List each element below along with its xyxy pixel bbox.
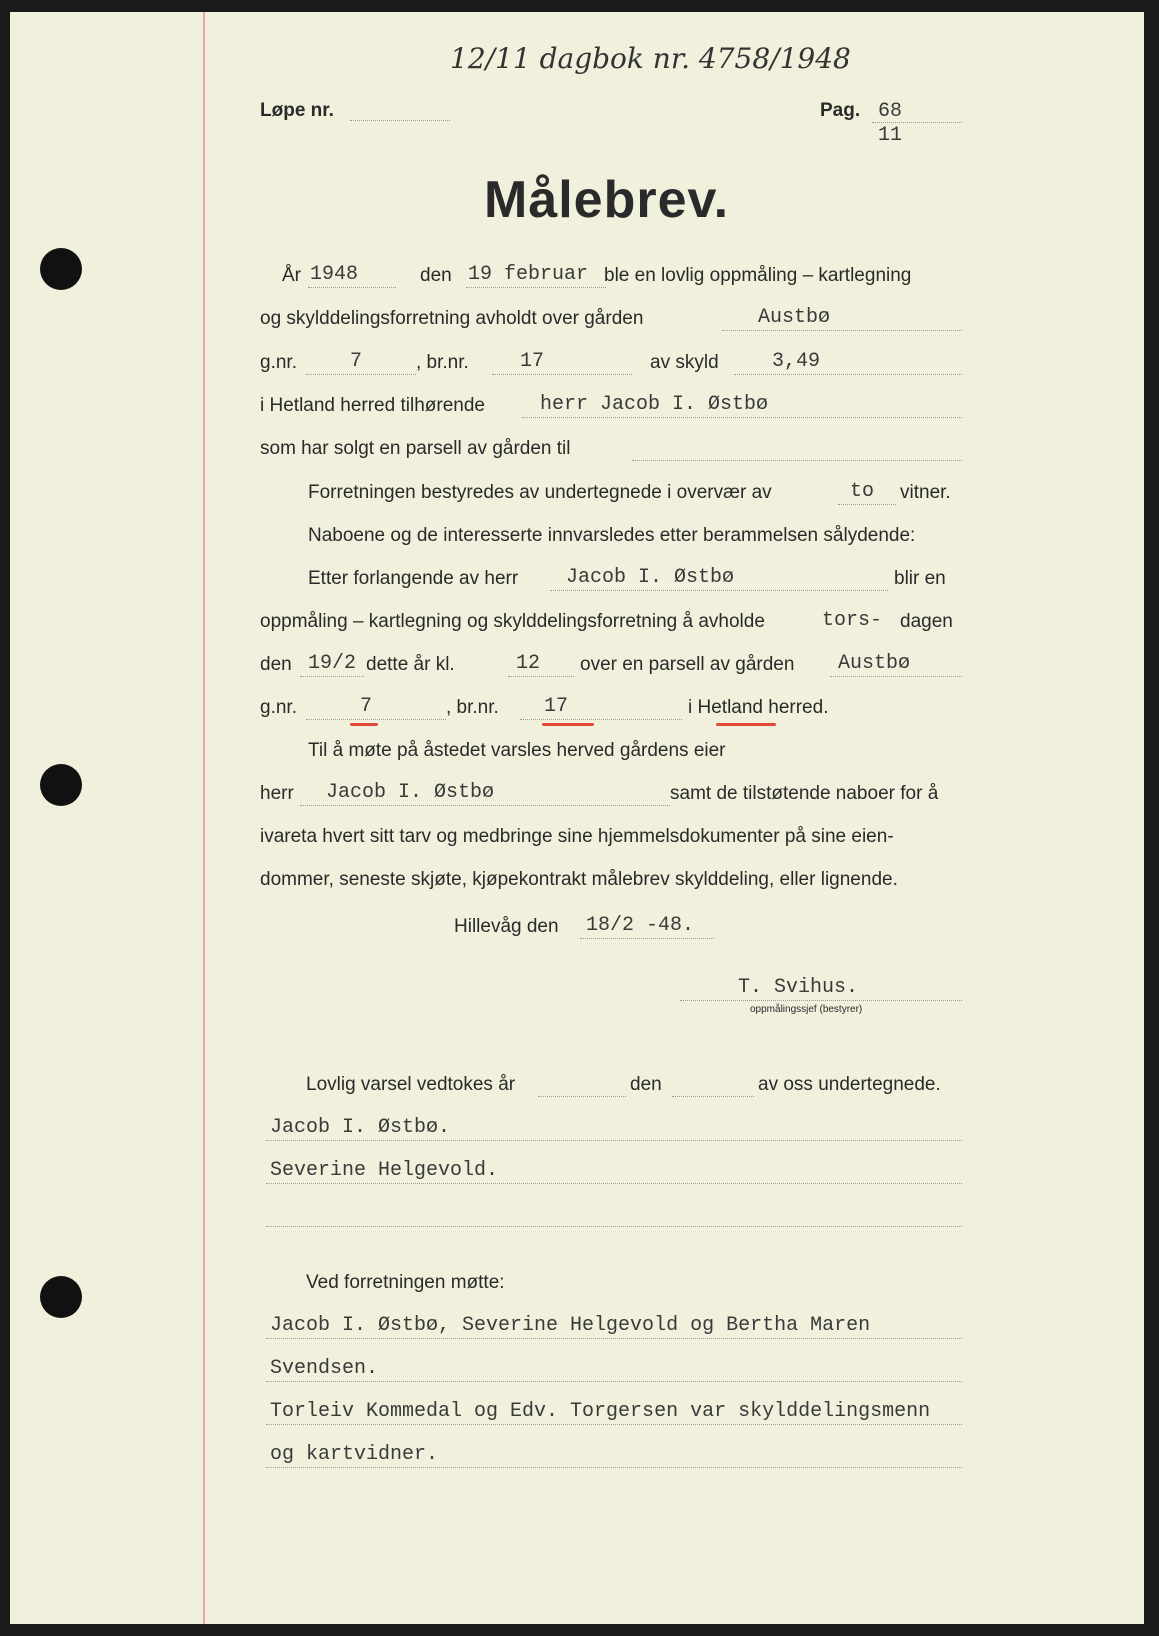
journal-note: 12/11 dagbok nr. 4758/1948	[450, 42, 851, 75]
signer-1: Jacob I. Østbø.	[270, 1116, 451, 1139]
place-date-label: Hillevåg den	[454, 916, 559, 937]
p3-line2b: samt de tilstøtende naboer for å	[670, 783, 939, 804]
place-date-value: 18/2 -48.	[586, 914, 695, 937]
p2-line3b: blir en	[894, 568, 946, 589]
sold-label: som har solgt en parsell av gården til	[260, 438, 571, 459]
p2-line1a: Forretningen bestyredes av undertegnede i overvær av	[308, 482, 772, 503]
requester-value: Jacob I. Østbø	[566, 566, 735, 589]
p2-line5c: over en parsell av gården	[580, 654, 795, 675]
page-title: Målebrev.	[484, 171, 730, 229]
herr-label: herr	[260, 783, 294, 804]
brnr2-label: , br.nr.	[446, 697, 499, 718]
year-value: 1948	[310, 263, 359, 286]
owner2-value: Jacob I. Østbø	[326, 781, 495, 804]
document-page	[10, 12, 1144, 1624]
lovlig-label-b: den	[630, 1074, 662, 1095]
punch-hole	[40, 1276, 82, 1318]
p1-tail: ble en lovlig oppmåling – kartlegning	[604, 265, 912, 286]
signer-2: Severine Helgevold.	[270, 1159, 499, 1182]
punch-hole	[40, 248, 82, 290]
gnr2-label: g.nr.	[260, 697, 297, 718]
farm-value: Austbø	[758, 306, 831, 329]
gnr-value: 7	[350, 350, 363, 373]
attended-label: Ved forretningen møtte:	[306, 1272, 505, 1293]
pag-value: 68	[878, 100, 903, 123]
gnr2-value: 7	[360, 695, 373, 718]
skyld-value: 3,49	[772, 350, 821, 373]
brnr-value: 17	[520, 350, 545, 373]
p3-line1: Til å møte på åstedet varsles herved gårdens eier	[308, 740, 726, 761]
red-underline	[542, 723, 594, 726]
p3-line4: dommer, seneste skjøte, kjøpekontrakt målebrev skylddeling, eller lignende.	[260, 869, 898, 890]
day-value: 19/2	[308, 652, 357, 675]
farm2-value: Austbø	[838, 652, 911, 675]
signature: T. Svihus.	[738, 976, 859, 999]
brnr2-value: 17	[544, 695, 569, 718]
p2-line2: Naboene og de interesserte innvarsledes etter berammelsen sålydende:	[308, 525, 916, 546]
witness-count: to	[850, 480, 875, 503]
time-value: 12	[516, 652, 541, 675]
skyld-label: av skyld	[650, 352, 719, 373]
brnr-label: , br.nr.	[416, 352, 469, 373]
p2-line5a: den	[260, 654, 292, 675]
p2-line1b: vitner.	[900, 482, 951, 503]
lovlig-label-c: av oss undertegnede.	[758, 1074, 941, 1095]
p2-line4a: oppmåling – kartlegning og skylddelingsforretning å avholde	[260, 611, 765, 632]
margin-line	[203, 12, 205, 1624]
attended-line2: Svendsen.	[270, 1357, 379, 1380]
p2-line5b: dette år kl.	[366, 654, 455, 675]
signature-title: oppmålingssjef (bestyrer)	[750, 1004, 863, 1015]
ar-label: År	[282, 265, 301, 286]
p2-line4b: dagen	[900, 611, 953, 632]
p3-line3: ivareta hvert sitt tarv og medbringe sine hjemmelsdokumenter på sine eien-	[260, 826, 894, 847]
gnr-label: g.nr.	[260, 352, 297, 373]
den-label: den	[420, 265, 452, 286]
date-value: 19 februar	[468, 263, 589, 286]
attended-line1: Jacob I. Østbø, Severine Helgevold og Bertha Maren	[270, 1314, 871, 1337]
lope-nr-label: Løpe nr.	[260, 100, 334, 121]
punch-hole	[40, 764, 82, 806]
p1-line2: og skylddelingsforretning avholdt over gården	[260, 308, 644, 329]
owner-value: herr Jacob I. Østbø	[540, 393, 769, 416]
p2-line3a: Etter forlangende av herr	[308, 568, 519, 589]
red-underline	[350, 723, 378, 726]
lovlig-label-a: Lovlig varsel vedtokes år	[306, 1074, 516, 1095]
weekday-value: tors-	[822, 609, 883, 632]
attended-line3: Torleiv Kommedal og Edv. Torgersen var skylddelingsmenn	[270, 1400, 931, 1423]
herred-label: i Hetland herred tilhørende	[260, 395, 485, 416]
attended-line4: og kartvidner.	[270, 1443, 439, 1466]
herred2-label: i Hetland herred.	[688, 697, 829, 718]
pag-label: Pag.	[820, 100, 861, 121]
red-underline	[716, 723, 776, 726]
pag-sub: 11	[878, 124, 903, 147]
